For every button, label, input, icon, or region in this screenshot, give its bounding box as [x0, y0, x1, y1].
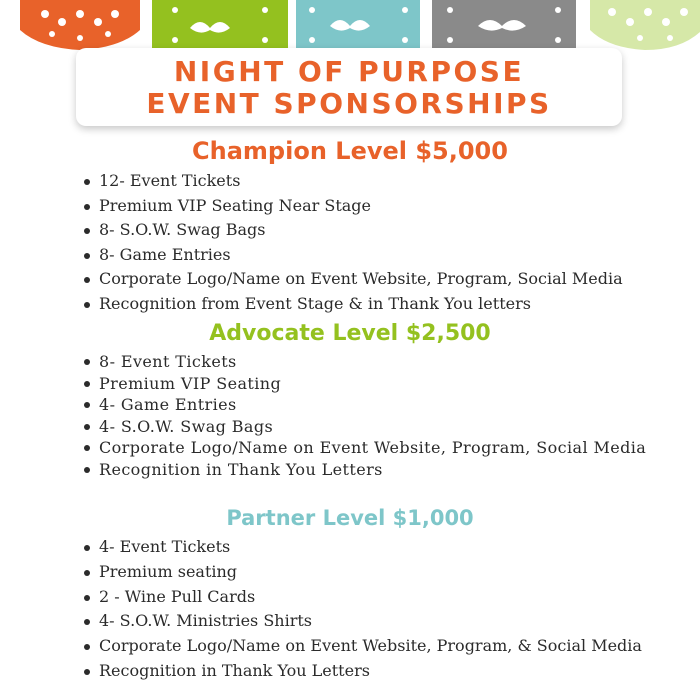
list-item: 2 - Wine Pull Cards — [80, 585, 642, 610]
list-item: 4- Game Entries — [80, 394, 646, 416]
banner-flag-green — [152, 0, 288, 50]
list-item: Corporate Logo/Name on Event Website, Program, Social Media — [80, 437, 646, 459]
banner-flag-orange — [20, 0, 140, 50]
banner-flag-lightgreen — [590, 0, 700, 50]
list-item: 12- Event Tickets — [80, 169, 623, 194]
list-item: Recognition in Thank You Letters — [80, 659, 642, 684]
list-item: Premium VIP Seating Near Stage — [80, 194, 623, 219]
partner-benefits-list — [80, 535, 642, 684]
list-item: Corporate Logo/Name on Event Website, Program, Social Media — [80, 267, 623, 292]
banner-flag-teal — [296, 0, 420, 50]
list-item: Premium VIP Seating — [80, 373, 646, 395]
list-item: 8- Game Entries — [80, 243, 623, 268]
page-title-line1: NIGHT OF PURPOSE — [173, 55, 525, 88]
list-item: Corporate Logo/Name on Event Website, Program, & Social Media — [80, 634, 642, 659]
advocate-level-heading: Advocate Level $2,500 — [209, 321, 491, 346]
page-title-line2: EVENT SPONSORSHIPS — [146, 87, 552, 120]
champion-benefits-list — [80, 169, 623, 316]
list-item: Recognition in Thank You Letters — [80, 459, 646, 481]
list-item: 8- S.O.W. Swag Bags — [80, 218, 623, 243]
title-card — [76, 48, 622, 126]
list-item: 4- S.O.W. Swag Bags — [80, 416, 646, 438]
list-item: 4- S.O.W. Ministries Shirts — [80, 609, 642, 634]
list-item: Premium seating — [80, 560, 642, 585]
list-item: 8- Event Tickets — [80, 351, 646, 373]
champion-level-heading: Champion Level $5,000 — [192, 137, 508, 165]
banner-flag-gray — [432, 0, 576, 50]
advocate-benefits-list — [80, 351, 646, 480]
list-item: Recognition from Event Stage & in Thank You letters — [80, 292, 623, 317]
list-item: 4- Event Tickets — [80, 535, 642, 560]
partner-level-heading: Partner Level $1,000 — [226, 506, 474, 530]
